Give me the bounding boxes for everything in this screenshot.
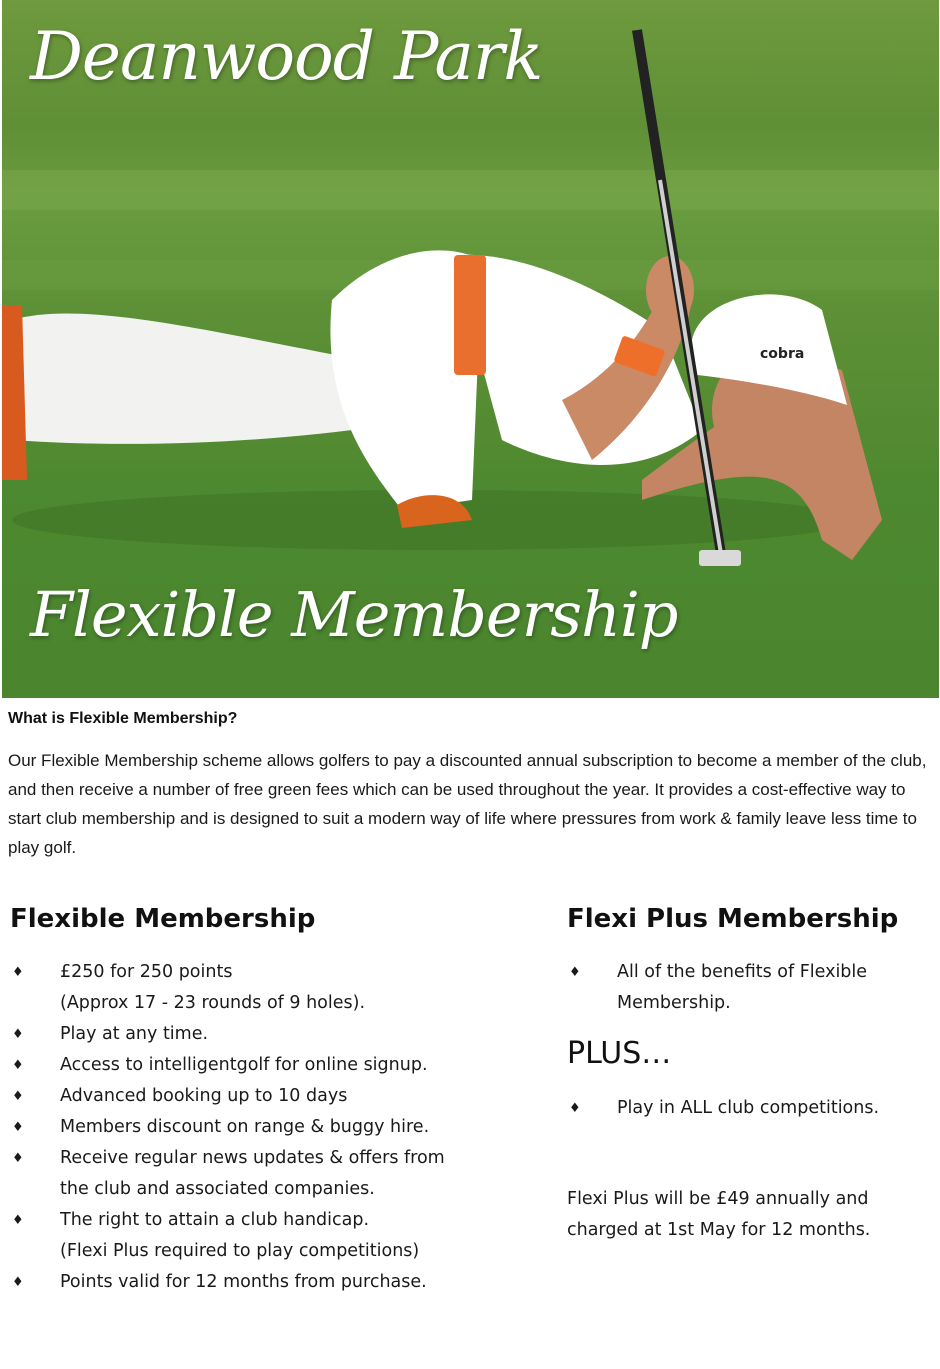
- flexible-heading: Flexible Membership: [10, 904, 316, 934]
- list-item-text: Access to intelligentgolf for online signup.: [60, 1055, 428, 1075]
- list-item: [567, 1093, 927, 1124]
- list-item-text: Play at any time.: [60, 1024, 209, 1044]
- list-item-text: All of the benefits of Flexible: [617, 962, 868, 982]
- intro-heading: What is Flexible Membership?: [8, 710, 238, 727]
- hero-image: [2, 0, 939, 698]
- hero-subtitle: Flexible Membership: [30, 578, 678, 651]
- flexi-plus-price-note: Flexi Plus will be £49 annually and charged at 1st May for 12 months.: [567, 1189, 871, 1240]
- list-item-text: Advanced booking up to 10 days: [60, 1086, 348, 1106]
- list-item-subtext: Membership.: [617, 993, 731, 1013]
- club-title: Deanwood Park: [30, 18, 543, 95]
- diamond-bullet-icon: ♦: [12, 1089, 24, 1104]
- diamond-bullet-icon: ♦: [12, 1058, 24, 1073]
- intro-text: Our Flexible Membership scheme allows golfers to pay a discounted annual subscription to become a member of the club, and then receive a number of free green fees which can be used throughout the year. It provides a cost-effective way to start club membership and is designed to suit a modern way of life where pressures from work & family leave less time to play golf.: [8, 751, 927, 857]
- diamond-bullet-icon: ♦: [12, 1275, 24, 1290]
- diamond-bullet-icon: ♦: [12, 1027, 24, 1042]
- flexi-plus-benefits-list: [567, 957, 927, 1019]
- list-item: [10, 1050, 530, 1081]
- list-item-text: Members discount on range & buggy hire.: [60, 1117, 430, 1137]
- diamond-bullet-icon: ♦: [12, 1151, 24, 1166]
- flexible-benefits-list: [10, 957, 530, 1298]
- plus-label: PLUS…: [567, 1036, 672, 1071]
- list-item-subtext: (Approx 17 - 23 rounds of 9 holes).: [60, 993, 366, 1013]
- list-item-text: Play in ALL club competitions.: [617, 1098, 880, 1118]
- list-item: [10, 1112, 530, 1143]
- list-item: [567, 957, 927, 1019]
- list-item-text: £250 for 250 points: [60, 962, 233, 982]
- cap-logo-text: cobra: [760, 346, 805, 362]
- list-item: [10, 1019, 530, 1050]
- list-item-text: Points valid for 12 months from purchase.: [60, 1272, 427, 1292]
- list-item-subtext: the club and associated companies.: [60, 1179, 375, 1199]
- list-item-subtext: (Flexi Plus required to play competitions): [60, 1241, 420, 1261]
- list-item: [10, 1143, 530, 1205]
- diamond-bullet-icon: ♦: [12, 965, 24, 980]
- list-item-text: Receive regular news updates & offers from: [60, 1148, 445, 1168]
- diamond-bullet-icon: ♦: [569, 965, 581, 980]
- diamond-bullet-icon: ♦: [569, 1101, 581, 1116]
- list-item: [10, 957, 530, 1019]
- list-item: [10, 1081, 530, 1112]
- flexi-plus-extra-list: [567, 1093, 927, 1124]
- diamond-bullet-icon: ♦: [12, 1120, 24, 1135]
- flexi-plus-heading: Flexi Plus Membership: [567, 904, 899, 934]
- list-item: [10, 1205, 530, 1267]
- diamond-bullet-icon: ♦: [12, 1213, 24, 1228]
- list-item-text: The right to attain a club handicap.: [60, 1210, 370, 1230]
- list-item: [10, 1267, 530, 1298]
